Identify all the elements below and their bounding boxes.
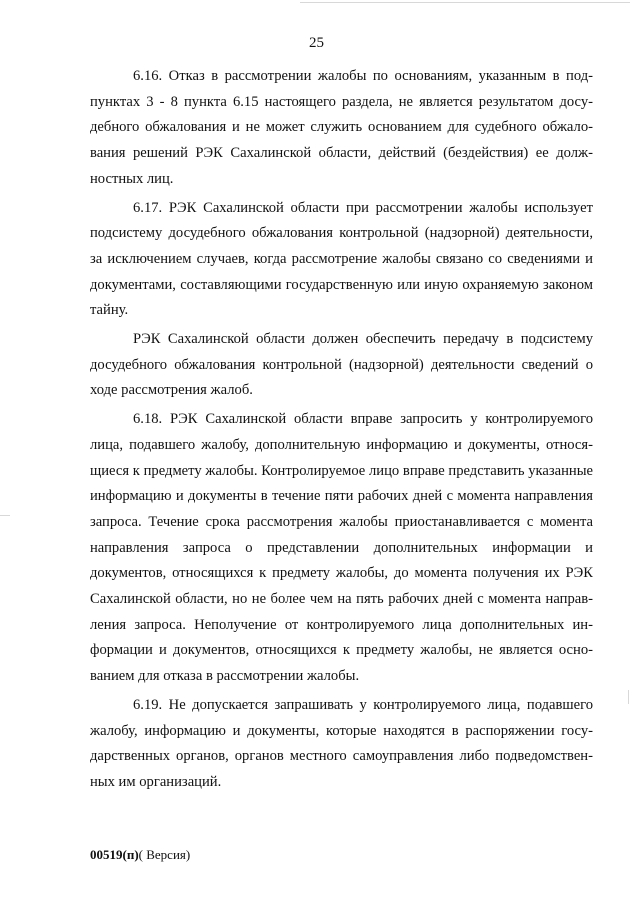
footer-version: ( Версия) <box>138 847 191 862</box>
paragraph-6-17: 6.17. РЭК Сахалинской области при рассмотрении жалобы использует подсистему досудебного обжалования контрольной (надзорной) деятельности, за исключением случаев, когда рассмотрение жалобы связано со сведениями и документами, составляющими государственную или иную охраняемую законом тайну. <box>90 199 593 319</box>
document-body <box>90 64 593 799</box>
scan-mark-right <box>628 690 629 704</box>
document-footer <box>90 847 190 863</box>
scan-mark-top <box>300 2 630 3</box>
paragraph-6-17-continued: РЭК Сахалинской области должен обеспечить передачу в подсистему досудебного обжалования контрольной (надзорной) деятельности сведений о ходе рассмотрения жалоб. <box>90 331 593 399</box>
paragraph-6-16: 6.16. Отказ в рассмотрении жалобы по основаниям, указанным в подпунктах 3 - 8 пункта 6.15 настоящего раздела, не является результатом досудебного обжалования и не может служить основанием для судебного обжалования решений РЭК Сахалинской области, действий (бездействия) ее должностных лиц. <box>90 68 593 187</box>
paragraph-6-19: 6.19. Не допускается запрашивать у контролируемого лица, подавшего жалобу, информацию и документы, которые находятся в распоряжении государственных органов, органов местного самоуправления либо подведомственных им организаций. <box>90 696 593 790</box>
footer-document-code: 00519(п) <box>90 847 139 862</box>
page-number: 25 <box>309 35 324 51</box>
paragraph-6-18: 6.18. РЭК Сахалинской области вправе запросить у контролируемого лица, подавшего жалобу, дополнительную информацию и документы, относящиеся к предмету жалобы. Контролируемое лицо вправе представить указанные информацию и документы в течение пяти рабочих дней с момента направления запроса. Течение срока рассмотрения жалобы приостанавливается с момента направления запроса о представлении дополнительных информации и документов, относящихся к предмету жалобы, до момента получения их РЭК Сахалинской области, но не более чем на пять рабочих дней с момента направления запроса. Неполучение от контролируемого лица дополнительных информации и документов, относящихся к предмету жалобы, не является основанием для отказа в рассмотрении жалобы. <box>90 411 593 685</box>
scan-mark-left <box>0 515 10 516</box>
